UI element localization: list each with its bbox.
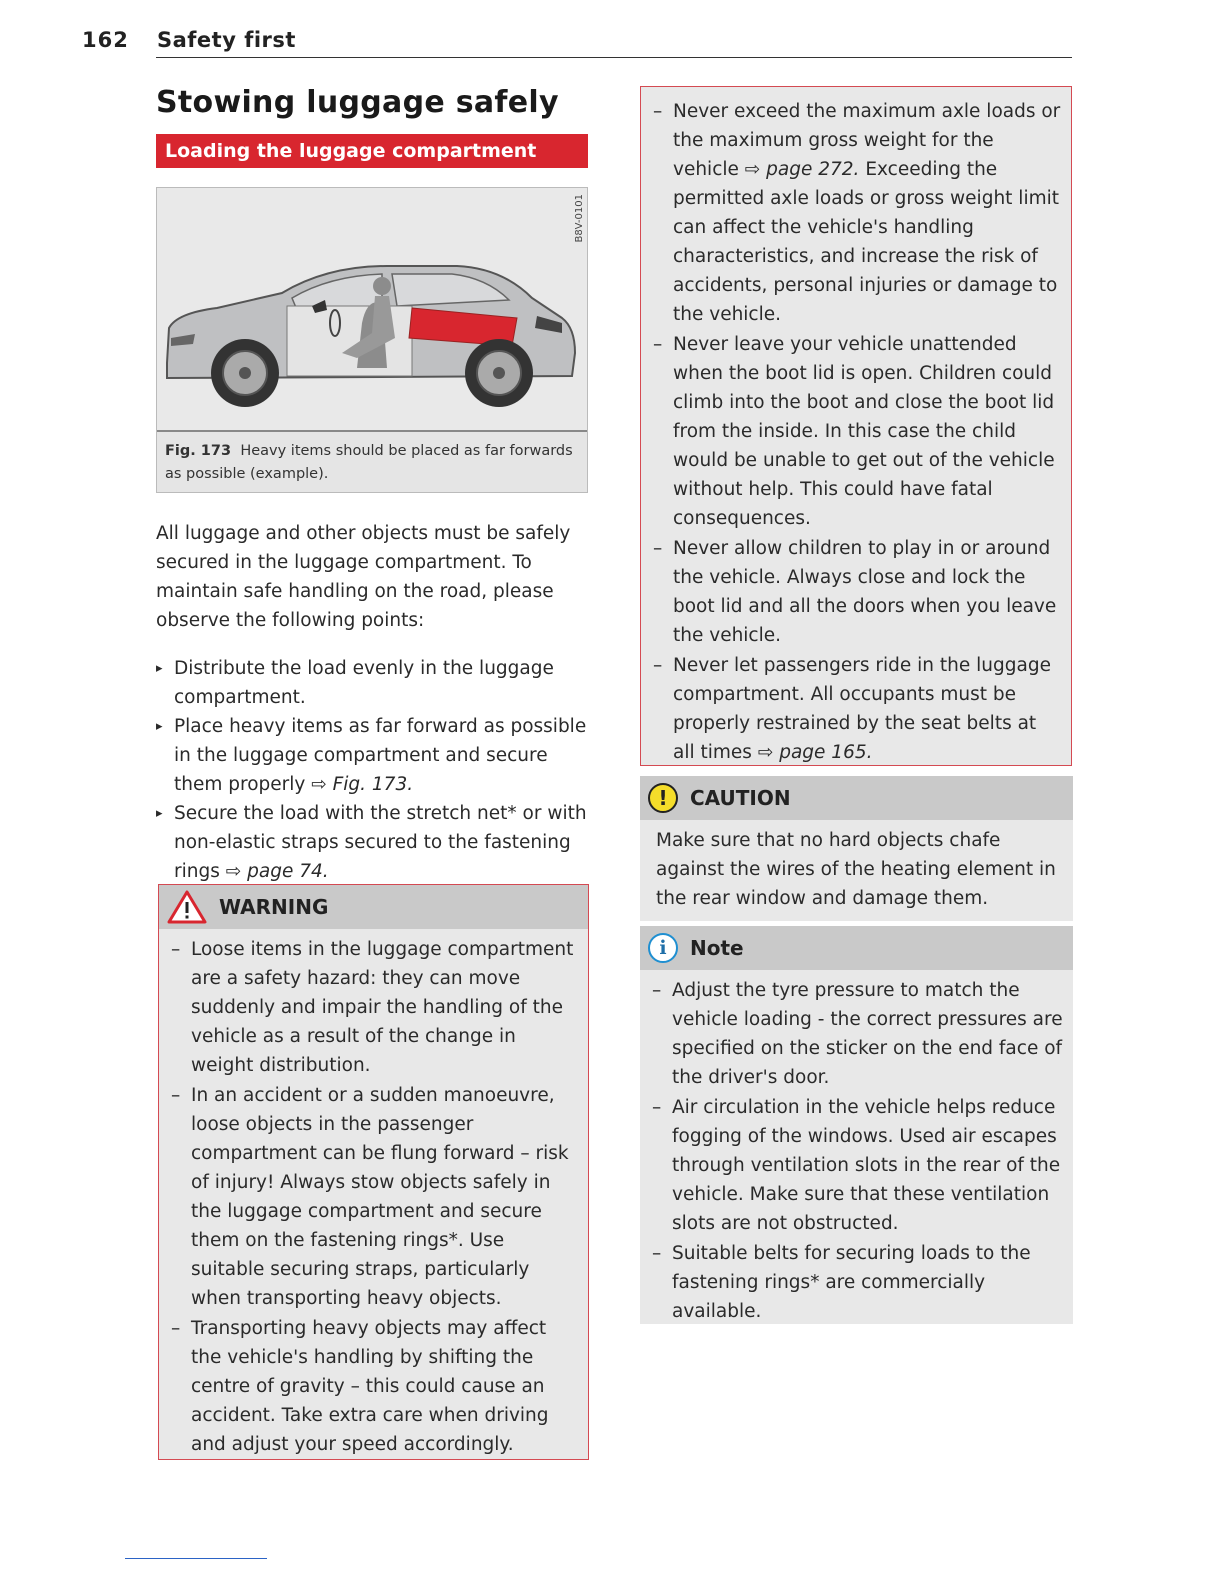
page-reference-link[interactable]: ⇨ page 272. [744,159,860,180]
list-item [649,651,1063,767]
instruction-list [156,654,588,886]
list-item [167,1081,580,1313]
list-item-text: Never let passengers ride in the luggage compartment. All occupants must be properly restrained by the seat belts at all times [673,655,1051,763]
figure-caption-text: Heavy items should be placed as far forwards as possible (example). [165,443,573,482]
dash-marker: – [171,939,181,960]
list-item-text: Adjust the tyre pressure to match the vehicle loading - the correct pressures are specified on the sticker on the end face of the driver's door. [672,980,1063,1088]
list-item-text: Transporting heavy objects may affect the vehicle's handling by shifting the centre of gravity – this could cause an accident. Take extra care when driving and adjust your speed accordingly. [191,1318,549,1455]
caution-header [640,776,1073,820]
bullet-arrow-icon: ▸ [156,660,163,676]
list-item [649,97,1063,329]
list-item [648,976,1065,1092]
list-item-text: Never allow children to play in or around the vehicle. Always close and lock the boot lid and all the doors when you leave the vehicle. [673,538,1057,646]
figure-reference-link[interactable]: ⇨ Fig. 173. [311,773,414,795]
note-title: Note [690,936,744,960]
list-item-text: Never exceed the maximum axle loads or the maximum gross weight for the vehicle [673,101,1061,180]
list-item-text: In an accident or a sudden manoeuvre, loose objects in the passenger compartment can be flung forward – risk of injury! Always stow objects safely in the luggage compartment and secure them on the fastening rings*. Use suitable securing straps, particularly when transporting heavy objects. [191,1085,569,1309]
header-rule [156,57,1072,58]
list-item-text: Suitable belts for securing loads to the fastening rings* are commercially available. [672,1243,1031,1322]
figure [156,187,588,493]
dash-marker: – [653,334,663,355]
page-reference-link[interactable]: ⇨ page 165. [757,742,873,763]
warning-continuation-box [640,86,1072,766]
figure-label: Fig. 173 [165,443,232,459]
list-item [156,712,588,799]
caution-box [640,776,1073,921]
section-banner: Loading the luggage compartment [156,134,588,168]
info-icon: i [648,933,678,963]
list-item [648,1239,1065,1326]
dash-marker: – [653,655,663,676]
warning-list [159,929,588,1459]
warning-continuation-list [641,91,1071,767]
list-item-text: Place heavy items as far forward as possible in the luggage compartment and secure them properly [174,715,587,795]
header-title: Safety first [157,28,296,52]
warning-title: WARNING [219,895,329,919]
list-item [156,799,588,886]
list-item [167,935,580,1080]
list-item-text: Never leave your vehicle unattended when the boot lid is open. Children could climb into the boot and close the boot lid from the inside. In this case the child would be unable to get out of the vehicle without help. This could have fatal consequences. [673,334,1055,529]
footnote-rule [125,1558,267,1559]
list-item-text: Loose items in the luggage compartment are a safety hazard: they can move suddenly and impair the handling of the vehicle as a result of the change in weight distribution. [191,939,574,1076]
bullet-arrow-icon: ▸ [156,805,163,821]
warning-box [158,884,589,1460]
note-box [640,926,1073,1324]
list-item [167,1314,580,1459]
note-header [640,926,1073,970]
dash-marker: – [653,538,663,559]
page-header [82,28,1072,60]
page-number: 162 [82,28,129,52]
list-item [649,330,1063,533]
warning-header [159,885,588,929]
list-item-text: Secure the load with the stretch net* or with non-elastic straps secured to the fastening rings [174,802,587,882]
section-title: Stowing luggage safely [156,85,559,120]
dash-marker: – [652,980,662,1001]
list-item [156,654,588,712]
figure-code: B8V-0101 [574,194,585,243]
dash-marker: – [653,101,663,122]
caution-text: Make sure that no hard objects chafe against the wires of the heating element in the rear window and damage them. [656,830,1056,909]
list-item [649,534,1063,650]
intro-paragraph: All luggage and other objects must be safely secured in the luggage compartment. To maintain safe handling on the road, please observe the following points: [156,523,571,631]
dash-marker: – [171,1318,181,1339]
warning-triangle-icon [167,890,207,924]
list-item-text-cont: Exceeding the permitted axle loads or gross weight limit can affect the vehicle's handling characteristics, and increase the risk of accidents, personal injuries or damage to the vehicle. [673,159,1059,325]
list-item-text: Air circulation in the vehicle helps reduce fogging of the windows. Used air escapes through ventilation slots in the rear of the vehicle. Make sure that these ventilation slots are not obstructed. [672,1097,1061,1234]
dash-marker: – [171,1085,181,1106]
figure-caption [157,432,587,492]
list-item [648,1093,1065,1238]
dash-marker: – [652,1243,662,1264]
left-column [156,85,588,886]
caution-exclamation-icon: ! [648,783,678,813]
list-item-text: Distribute the load evenly in the luggage compartment. [174,657,554,708]
dash-marker: – [652,1097,662,1118]
car-side-view-icon [157,188,585,428]
caution-title: CAUTION [690,786,791,810]
car-illustration [157,188,587,432]
note-list [640,970,1073,1326]
bullet-arrow-icon: ▸ [156,718,163,734]
page-reference-link[interactable]: ⇨ page 74. [225,860,329,882]
